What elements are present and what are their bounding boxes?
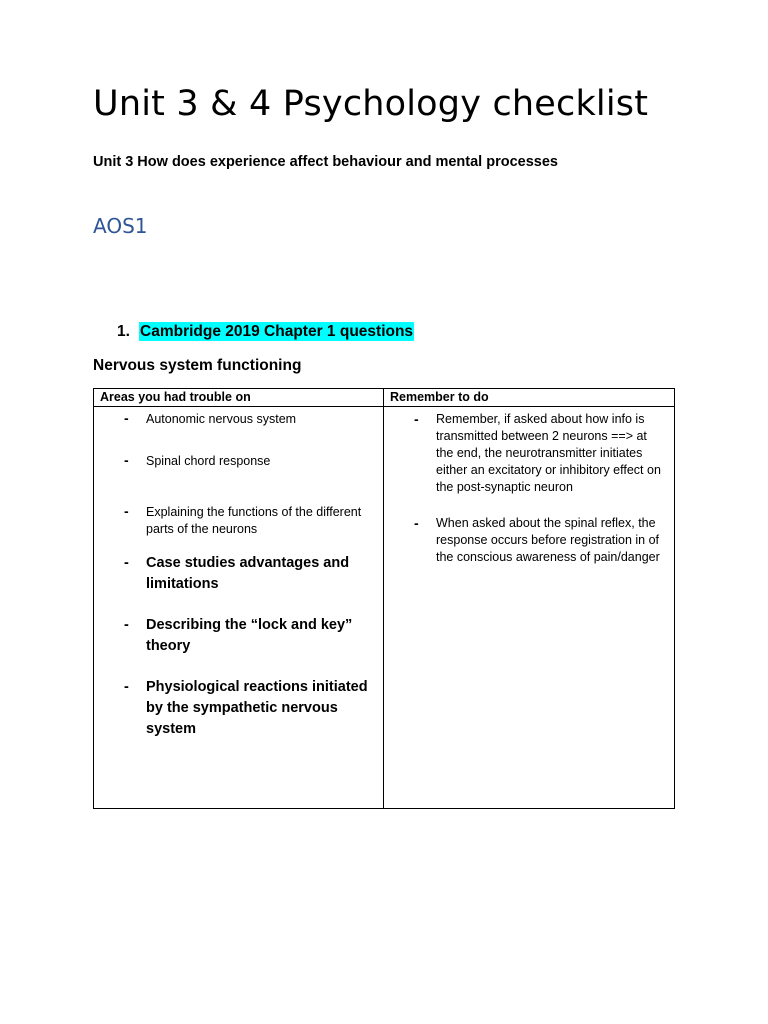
list-item <box>94 677 383 740</box>
list-item <box>384 411 674 496</box>
list-item <box>94 504 383 538</box>
aos-heading: AOS1 <box>93 214 148 238</box>
list-item <box>94 553 383 595</box>
list-item-text: Spinal chord response <box>146 454 271 468</box>
dash-bullet: - <box>124 452 129 468</box>
table-body-row <box>94 407 675 809</box>
list-item-text: Physiological reactions initiated by the sympathetic nervous system <box>146 679 368 737</box>
list-item-text: When asked about the spinal reflex, the response occurs before registration in of the conscious awareness of pain/danger <box>436 516 660 564</box>
dash-bullet: - <box>124 410 129 426</box>
dash-bullet: - <box>124 617 129 633</box>
dash-bullet: - <box>124 503 129 519</box>
trouble-areas-list <box>94 411 383 740</box>
section-heading: Nervous system functioning <box>93 357 302 374</box>
list-item <box>94 453 383 470</box>
list-item <box>384 515 674 566</box>
remember-list <box>384 411 674 566</box>
header-remember-to-do: Remember to do <box>384 389 675 407</box>
highlighted-item-text: Cambridge 2019 Chapter 1 questions <box>140 323 414 340</box>
dash-bullet: - <box>124 679 129 695</box>
remember-to-do-cell <box>384 407 675 809</box>
checklist-table <box>93 388 675 809</box>
list-item-text: Remember, if asked about how info is transmitted between 2 neurons ==> at the end, the neurotransmitter initiates either an excitatory or inhibitory effect on the post-synaptic neuron <box>436 412 661 494</box>
dash-bullet: - <box>414 411 419 427</box>
list-item <box>94 615 383 657</box>
numbered-item <box>117 323 414 341</box>
list-number: 1. <box>117 323 130 340</box>
list-item-text: Case studies advantages and limitations <box>146 555 350 592</box>
header-trouble-areas: Areas you had trouble on <box>94 389 384 407</box>
trouble-areas-cell <box>94 407 384 809</box>
list-item-text: Autonomic nervous system <box>146 412 297 426</box>
list-item-text: Explaining the functions of the different parts of the neurons <box>146 505 362 536</box>
document-title: Unit 3 & 4 Psychology checklist <box>93 84 649 124</box>
dash-bullet: - <box>124 555 129 571</box>
list-item <box>94 411 383 428</box>
dash-bullet: - <box>414 515 419 531</box>
unit-heading: Unit 3 How does experience affect behaviour and mental processes <box>93 154 558 170</box>
table-header-row <box>94 389 675 407</box>
list-item-text: Describing the “lock and key” theory <box>146 617 353 654</box>
